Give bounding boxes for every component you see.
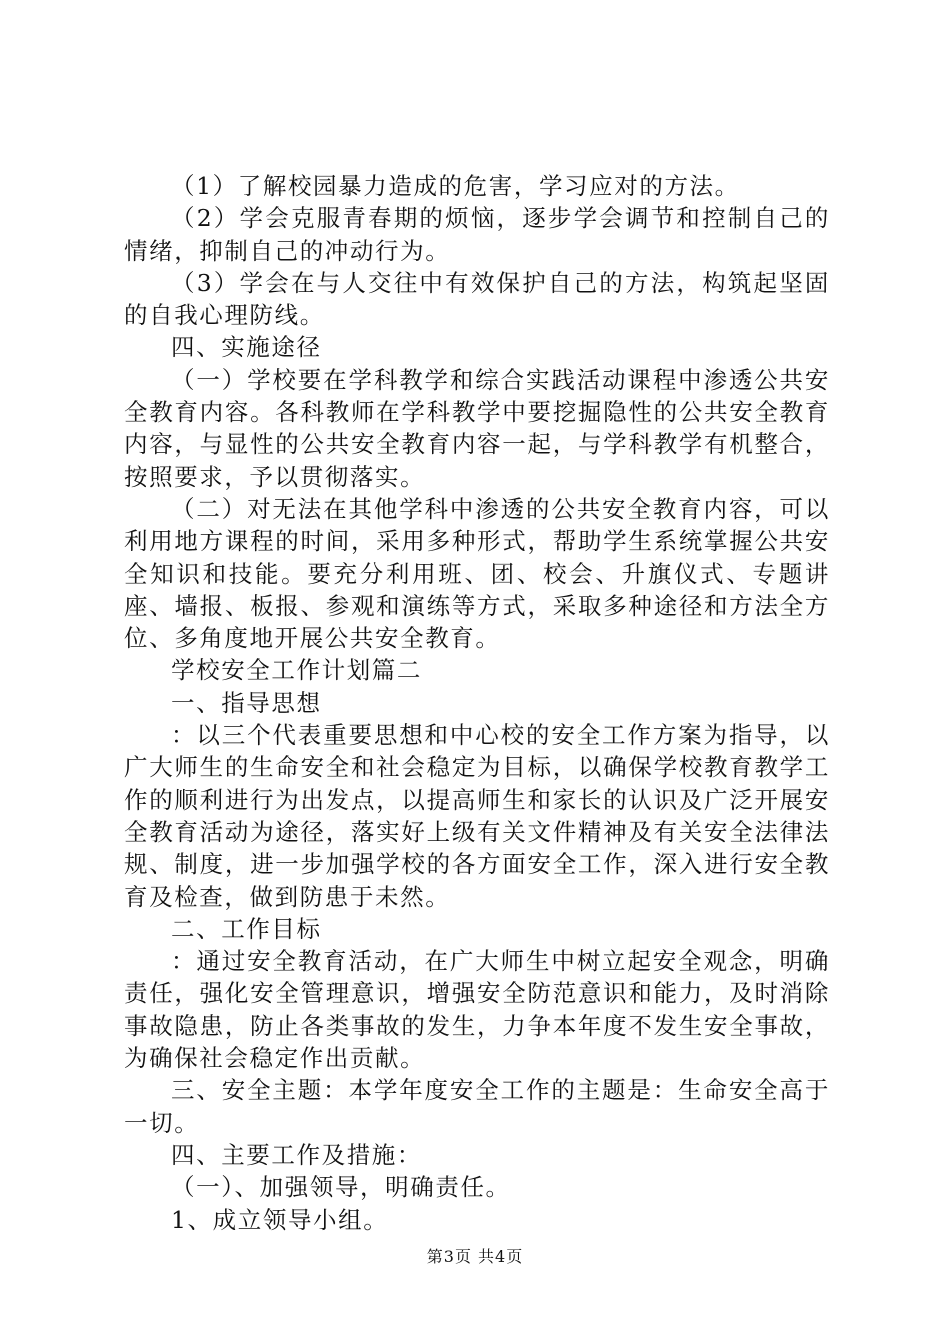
document-body (124, 170, 830, 1236)
section-heading-main-work: 四、主要工作及措施： (171, 1140, 422, 1169)
chapter-title: 学校安全工作计划篇二 (171, 656, 422, 685)
paragraph-2: （2）学会克服青春期的烦恼，逐步学会调节和控制自己的情绪，抑制自己的冲动行为。 (124, 204, 830, 265)
paragraph-12: 三、安全主题：本学年度安全工作的主题是：生命安全高于一切。 (124, 1076, 830, 1137)
paragraph-6: （二）对无法在其他学科中渗透的公共安全教育内容，可以利用地方课程的时间，采用多种形式，帮助学生系统掌握公共安全知识和技能。要充分利用班、团、校会、升旗仪式、专题讲座、墙报、板报、参观和演练等方式，采取多种途径和方法全方位、多角度地开展公共安全教育。 (124, 494, 830, 653)
paragraph-5: （一）学校要在学科教学和综合实践活动课程中渗透公共安全教育内容。各科教师在学科教学中要挖掘隐性的公共安全教育内容，与显性的公共安全教育内容一起，与学科教学有机整合，按照要求，予以贯彻落实。 (124, 365, 830, 491)
section-heading-work-goals: 二、工作目标 (171, 914, 322, 943)
page-footer: 第3页 共4页 (426, 1247, 524, 1266)
paragraph-14: （一）、加强领导，明确责任。 (171, 1173, 511, 1202)
section-heading-guiding-idea: 一、指导思想 (171, 688, 322, 717)
paragraph-15: 1、成立领导小组。 (171, 1205, 389, 1234)
paragraph-1: （1）了解校园暴力造成的危害，学习应对的方法。 (171, 172, 740, 200)
paragraph-9: ：以三个代表重要思想和中心校的安全工作方案为指导，以广大师生的生命安全和社会稳定为目标，以确保学校教育教学工作的顺利进行为出发点，以提高师生和家长的认识及广泛开展安全教育活动为途径，落实好上级有关文件精神及有关安全法律法规、制度，进一步加强学校的各方面安全工作，深入进行安全教育及检查，做到防患于未然。 (124, 721, 830, 911)
paragraph-3: （3）学会在与人交往中有效保护自己的方法，构筑起坚固的自我心理防线。 (124, 268, 830, 330)
paragraph-11: ：通过安全教育活动，在广大师生中树立起安全观念，明确责任，强化安全管理意识，增强安全防范意识和能力，及时消除事故隐患，防止各类事故的发生，力争本年度不发生安全事故，为确保社会稳定作出贡献。 (124, 947, 830, 1073)
section-heading-implementation: 四、实施途径 (171, 333, 322, 362)
